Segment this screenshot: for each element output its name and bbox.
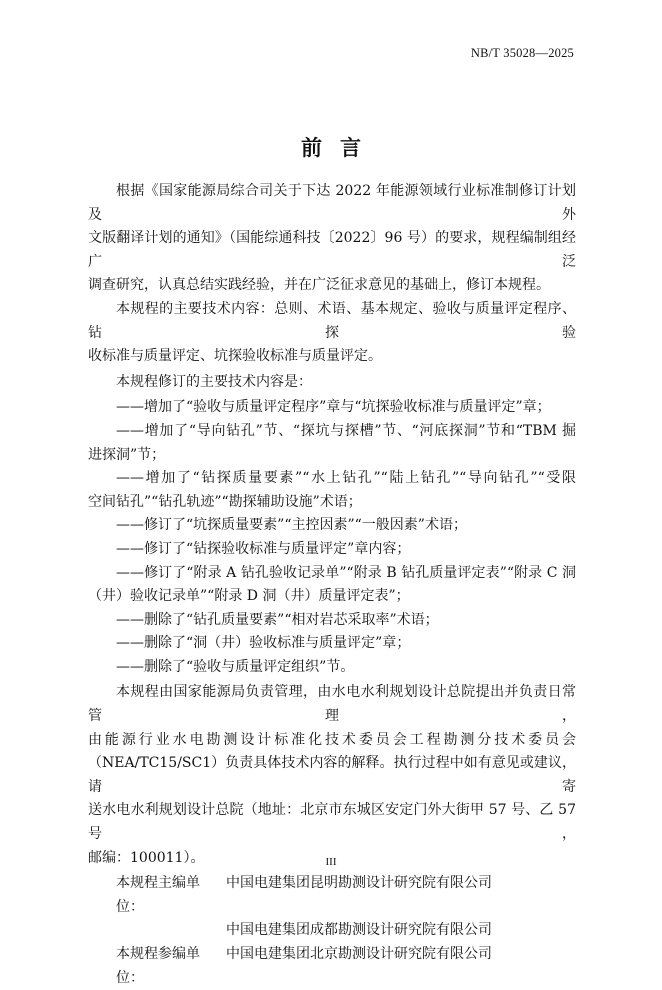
- paragraph-line: 收标准与质量评定、坑探验收标准与质量评定。: [88, 348, 382, 365]
- paragraph-line: 文版翻译计划的通知》（国能综通科技〔2022〕96 号）的要求，规程编制组经广泛: [88, 230, 576, 270]
- paragraph-line: 本规程修订的主要技术内容是：: [116, 373, 312, 390]
- paragraph-line: 本规程的主要技术内容：总则、术语、基本规定、验收与质量评定程序、钻探验: [88, 300, 576, 341]
- list-item-continuation: 空间钻孔”“钻孔轨迹”“勘探辅助设施”术语；: [88, 493, 362, 510]
- page-title: 前言: [301, 135, 379, 160]
- paragraph-line: 邮编：100011）。: [88, 849, 205, 866]
- chief-editor-unit: 中国电建集团昆明勘测设计研究院有限公司: [226, 875, 492, 892]
- paragraph-line: 调查研究，认真总结实践经验，并在广泛征求意见的基础上，修订本规程。: [88, 277, 550, 294]
- page-number: III: [325, 856, 337, 868]
- paragraph-line: 送水电水利规划设计总院（地址：北京市东城区安定门外大街甲 57 号、乙 57 号，: [88, 802, 576, 843]
- list-item: ——增加了“导向钻孔”节、“探坑与探槽”节、“河底探洞”节和“TBM 掘: [116, 422, 576, 439]
- list-item: ——修订了“钻探验收标准与质量评定”章内容；: [116, 540, 411, 557]
- chief-editor-unit: 中国电建集团成都勘测设计研究院有限公司: [226, 922, 492, 939]
- list-item-continuation: 进探洞”节；: [88, 446, 166, 463]
- paragraph-line: 根据《国家能源局综合司关于下达 2022 年能源领域行业标准制修订计划及外: [88, 183, 576, 223]
- list-item-continuation: （井）验收记录单”“附录 D 洞（井）质量评定表”；: [88, 588, 410, 605]
- list-item: ——增加了“验收与质量评定程序”章与“坑探验收标准与质量评定”章；: [116, 399, 551, 416]
- chief-editor-label: 本规程主编单位：: [116, 875, 200, 915]
- standard-code: NB/T 35028—2025: [470, 46, 574, 60]
- list-item: ——增加了“钻探质量要素”“水上钻孔”“陆上钻孔”“导向钻孔”“受限: [116, 470, 576, 487]
- preface-body: [88, 180, 576, 990]
- list-item: ——删除了“洞（井）验收标准与质量评定”章；: [116, 635, 411, 652]
- participant-unit: 中国电建集团北京勘测设计研究院有限公司: [226, 946, 492, 962]
- list-item: ——删除了“验收与质量评定组织”节。: [116, 658, 355, 675]
- participant-label: 本规程参编单位：: [116, 946, 200, 986]
- chief-editor-row: [88, 872, 576, 919]
- paragraph-line: 本规程由国家能源局负责管理，由水电水利规划设计总院提出并负责日常管理，: [88, 684, 576, 725]
- paragraph-line: 由能源行业水电勘测设计标准化技术委员会工程勘测分技术委员会: [88, 731, 576, 748]
- participant-row: [88, 943, 576, 990]
- paragraph-line: （NEA/TC15/SC1）负责具体技术内容的解释。执行过程中如有意见或建议，请寄: [88, 755, 576, 795]
- list-item: ——修订了“附录 A 钻孔验收记录单”“附录 B 钻孔质量评定表”“附录 C 洞: [116, 564, 576, 581]
- list-item: ——删除了“钻孔质量要素”“相对岩芯采取率”术语；: [116, 611, 439, 628]
- list-item: ——修订了“坑探质量要素”“主控因素”“一般因素”术语；: [116, 517, 467, 534]
- chief-editor-row: [88, 919, 576, 943]
